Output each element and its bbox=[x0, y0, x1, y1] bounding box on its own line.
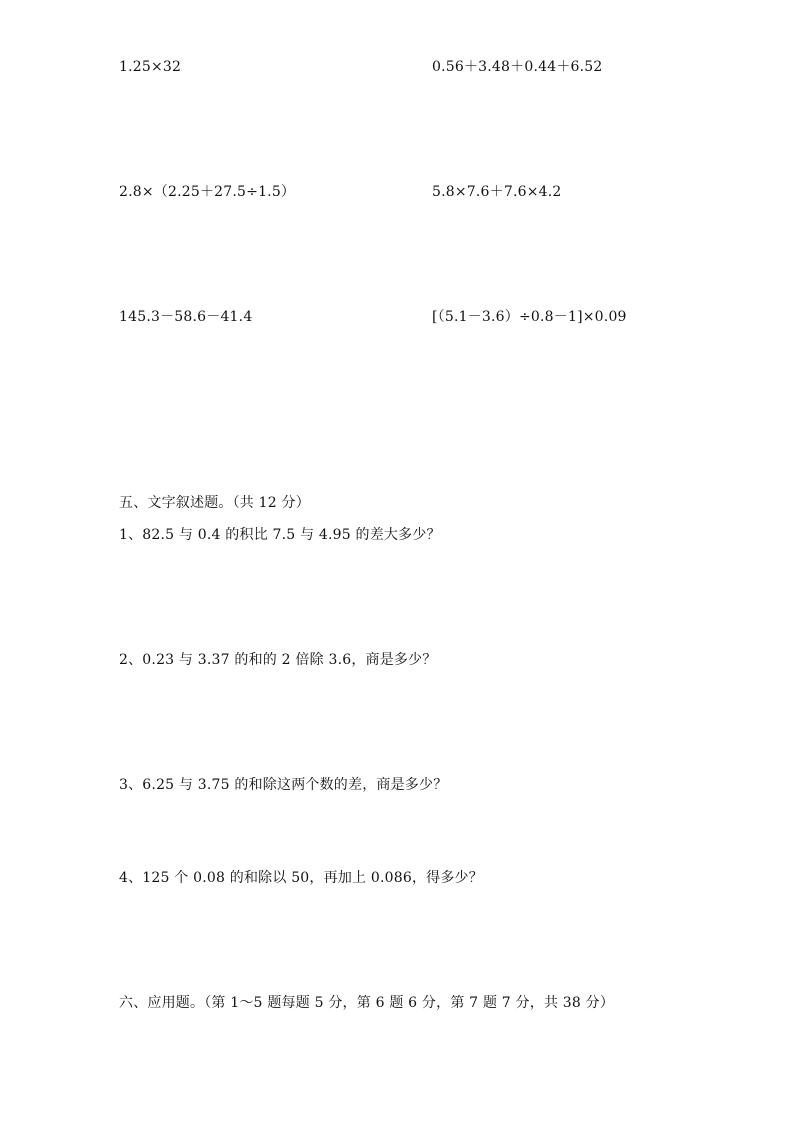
word-problem-4: 4、125 个 0.08 的和除以 50，再加上 0.086，得多少？ bbox=[119, 870, 483, 886]
section6-title: 六、应用题。（第 1～5 题每题 5 分，第 6 题 6 分，第 7 题 7 分，共 38 分） bbox=[119, 995, 615, 1011]
calc-problem-4: 5.8×7.6＋7.6×4.2 bbox=[432, 184, 562, 200]
section5-title: 五、文字叙述题。（共 12 分） bbox=[119, 495, 310, 511]
calc-problem-2: 0.56＋3.48＋0.44＋6.52 bbox=[432, 59, 603, 75]
word-problem-1: 1、82.5 与 0.4 的积比 7.5 与 4.95 的差大多少？ bbox=[119, 527, 441, 543]
calc-problem-1: 1.25×32 bbox=[119, 59, 182, 75]
word-problem-2: 2、0.23 与 3.37 的和的 2 倍除 3.6，商是多少？ bbox=[119, 652, 437, 668]
calc-problem-5: 145.3－58.6－41.4 bbox=[119, 309, 253, 325]
calc-problem-6: [（5.1－3.6）÷0.8－1]×0.09 bbox=[432, 309, 627, 325]
word-problem-3: 3、6.25 与 3.75 的和除这两个数的差，商是多少？ bbox=[119, 777, 448, 793]
calc-problem-3: 2.8×（2.25＋27.5÷1.5） bbox=[119, 184, 296, 200]
